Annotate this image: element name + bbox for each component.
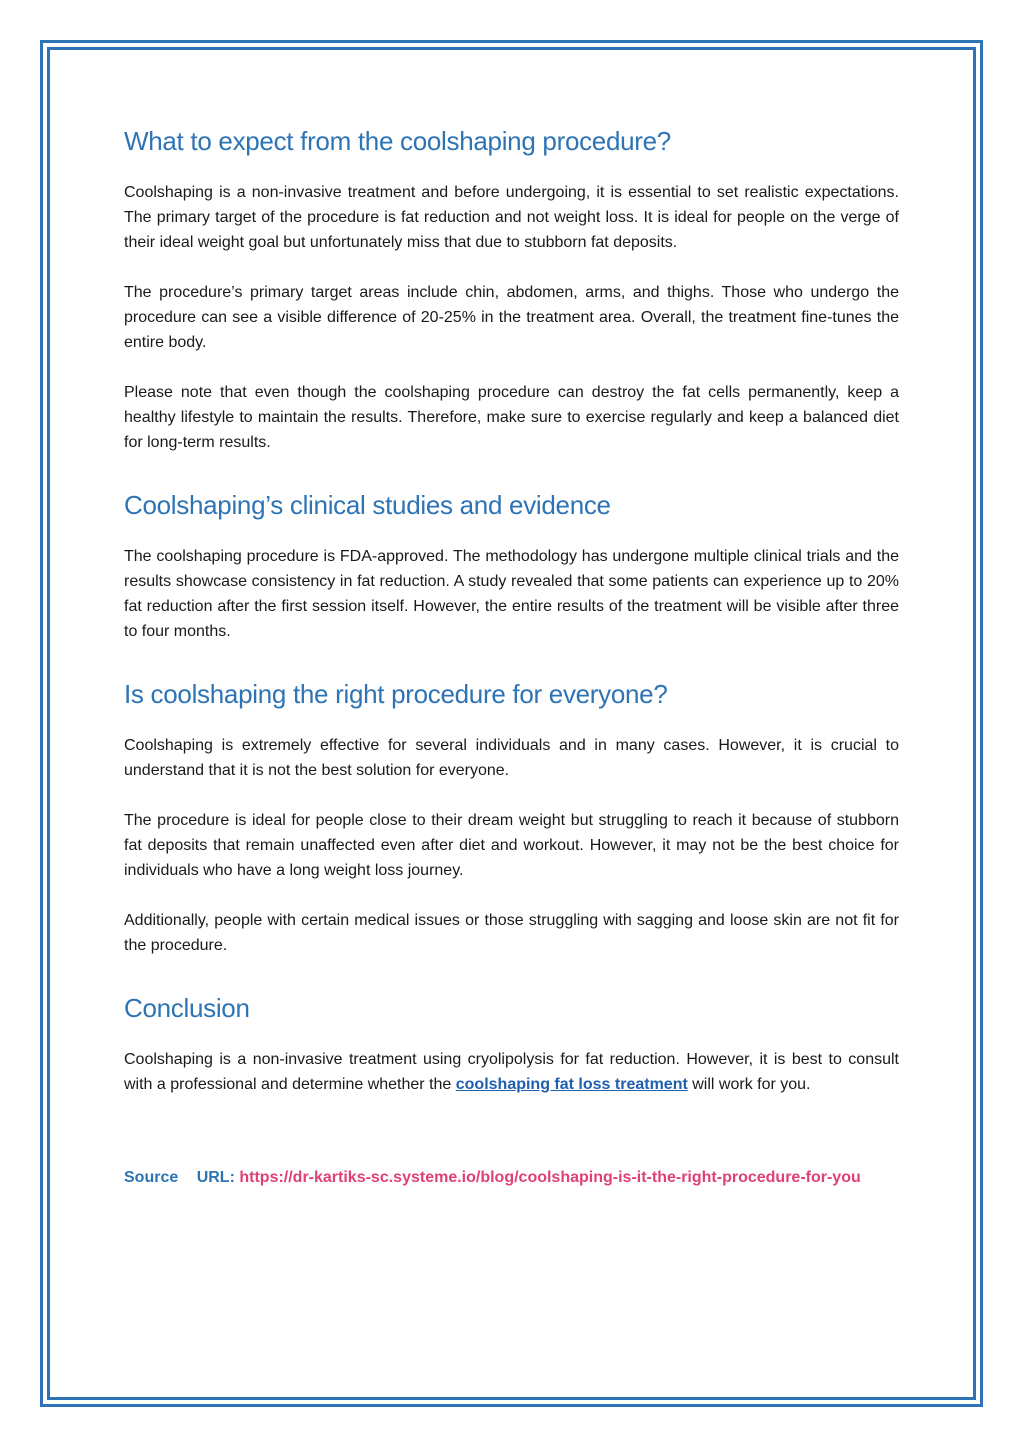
source-url-link[interactable]: https://dr-kartiks-sc.systeme.io/blog/coolshaping-is-it-the-right-procedure-for-you xyxy=(239,1169,861,1186)
section-heading: Conclusion xyxy=(124,993,250,1023)
conclusion-paragraph xyxy=(124,1047,899,1097)
section-clinical-studies xyxy=(124,488,899,644)
section-right-procedure xyxy=(124,677,899,958)
section-conclusion xyxy=(124,991,899,1097)
paragraph: The coolshaping procedure is FDA-approved. The methodology has undergone multiple clinical trials and the results showcase consistency in fat reduction. A study revealed that some patients can experience up to 20% fat reduction after the first session itself. However, the entire results of the treatment will be visible after three to four months. xyxy=(124,548,899,640)
coolshaping-treatment-link[interactable]: coolshaping fat loss treatment xyxy=(455,1076,688,1093)
section-what-to-expect xyxy=(124,124,899,455)
section-heading: What to expect from the coolshaping procedure? xyxy=(124,126,671,156)
source-label: Source URL: xyxy=(124,1169,235,1186)
paragraph-text: will work for you. xyxy=(687,1076,811,1093)
paragraph: Coolshaping is extremely effective for several individuals and in many cases. However, it is crucial to understand that it is not the best solution for everyone. xyxy=(124,737,899,779)
paragraph: Coolshaping is a non-invasive treatment and before undergoing, it is essential to set realistic expectations. The primary target of the procedure is fat reduction and not weight loss. It is ideal for people on the verge of their ideal weight goal but unfortunately miss that due to stubborn fat deposits. xyxy=(124,184,899,251)
section-heading: Coolshaping’s clinical studies and evidence xyxy=(124,490,611,520)
paragraph: The procedure is ideal for people close to their dream weight but struggling to reach it because of stubborn fat deposits that remain unaffected even after diet and workout. However, it may not be the best choice for individuals who have a long weight loss journey. xyxy=(124,812,899,879)
paragraph: Please note that even though the coolshaping procedure can destroy the fat cells permanently, keep a healthy lifestyle to maintain the results. Therefore, make sure to exercise regularly and keep a balanced diet for long-term results. xyxy=(124,384,899,451)
section-heading: Is coolshaping the right procedure for everyone? xyxy=(124,679,668,709)
paragraph-text: Coolshaping is a non-invasive treatment using cryolipolysis for fat reduction. However, it is best to consult with a professional and determine whether the xyxy=(124,1051,899,1093)
paragraph: The procedure’s primary target areas include chin, abdomen, arms, and thighs. Those who undergo the procedure can see a visible difference of 20-25% in the treatment area. Overall, the treatment fine-tunes the entire body. xyxy=(124,284,899,351)
paragraph: Additionally, people with certain medical issues or those struggling with sagging and loose skin are not fit for the procedure. xyxy=(124,912,899,954)
source-line xyxy=(124,1165,899,1190)
document-body xyxy=(124,124,899,1190)
